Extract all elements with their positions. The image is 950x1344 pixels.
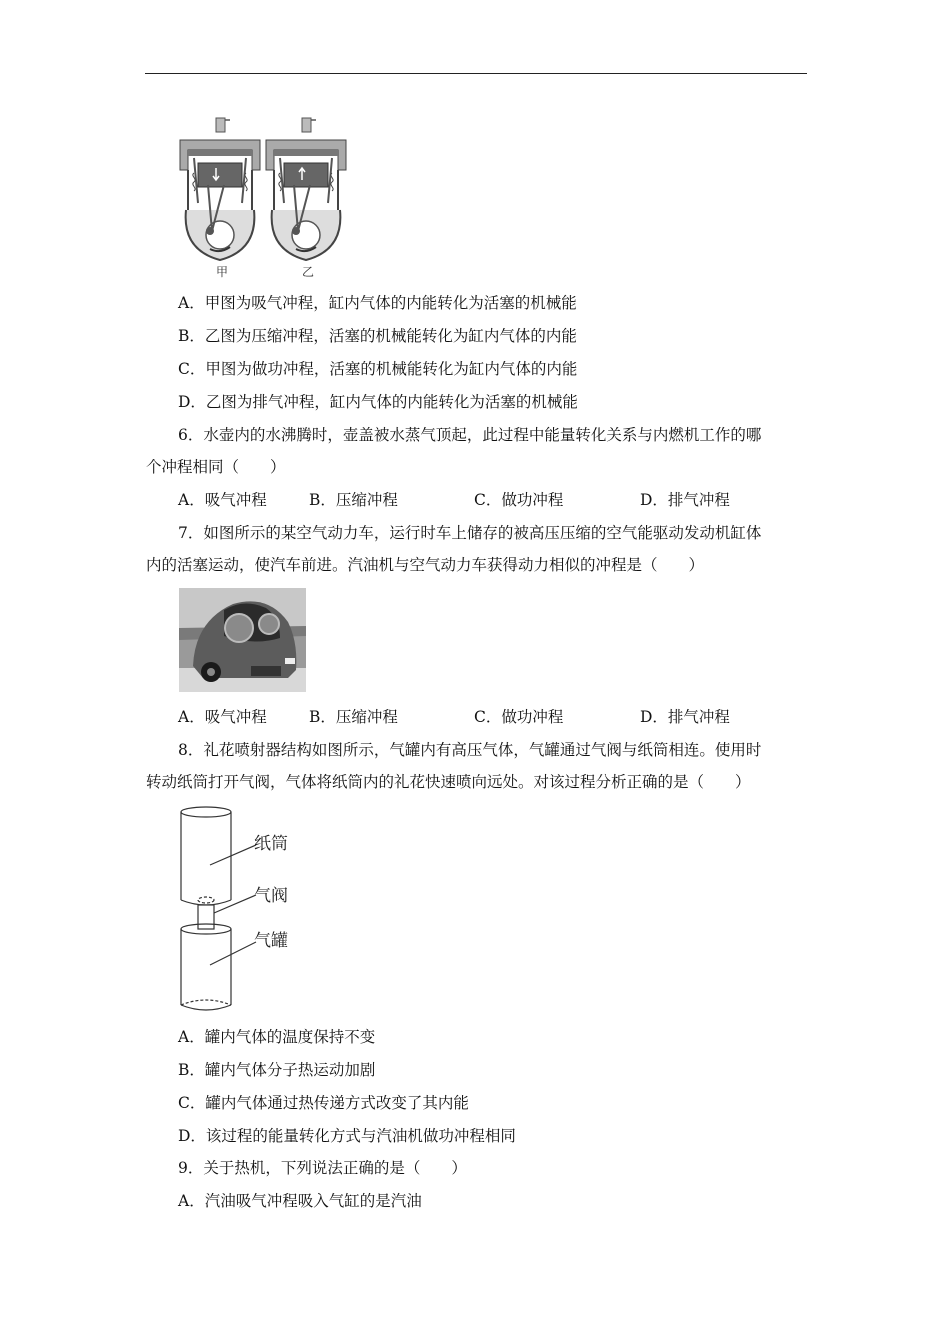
q8-option-b: B．罐内气体分子热运动加剧	[178, 1061, 376, 1079]
q5-option-d: D．乙图为排气冲程，缸内气体的内能转化为活塞的机械能	[178, 393, 578, 411]
confetti-launcher-figure	[178, 805, 308, 1015]
q9-stem-line1: 9．关于热机，下列说法正确的是（ ）	[178, 1159, 467, 1177]
engine-diagram-yi	[266, 118, 346, 279]
valve	[198, 905, 214, 929]
q6-option-b: B．压缩冲程	[309, 491, 398, 509]
q6-option-c: C．做功冲程	[474, 491, 564, 509]
label-valve: 气阀	[254, 886, 288, 906]
q6-option-d: D．排气冲程	[640, 491, 730, 509]
q9-option-a: A．汽油吸气冲程吸入气缸的是汽油	[178, 1192, 422, 1210]
header-rule	[145, 73, 807, 74]
q8-stem-line2: 转动纸筒打开气阀，气体将纸筒内的礼花快速喷向远处。对该过程分析正确的是（ ）	[146, 773, 751, 791]
q5-option-a: A．甲图为吸气冲程，缸内气体的内能转化为活塞的机械能	[178, 294, 577, 312]
q8-option-c: C．罐内气体通过热传递方式改变了其内能	[178, 1094, 469, 1112]
engine-label-jia: 甲	[216, 265, 229, 279]
q6-stem-line2: 个冲程相同（ ）	[146, 458, 286, 476]
q7-option-a: A．吸气冲程	[178, 708, 267, 726]
q8-stem-line1: 8．礼花喷射器结构如图所示，气罐内有高压气体，气罐通过气阀与纸筒相连。使用时	[178, 741, 762, 759]
engine-label-yi: 乙	[302, 265, 315, 279]
q6-stem-line1: 6．水壶内的水沸腾时，壶盖被水蒸气顶起，此过程中能量转化关系与内燃机工作的哪	[178, 426, 762, 444]
q5-option-c: C．甲图为做功冲程，活塞的机械能转化为缸内气体的内能	[178, 360, 578, 378]
paper-tube	[181, 807, 231, 905]
q7-stem-line2: 内的活塞运动，使汽车前进。汽油机与空气动力车获得动力相似的冲程是（ ）	[146, 556, 705, 574]
q6-option-a: A．吸气冲程	[178, 491, 267, 509]
q7-stem-line1: 7．如图所示的某空气动力车，运行时车上储存的被高压压缩的空气能驱动发动机缸体	[178, 524, 762, 542]
q7-option-c: C．做功冲程	[474, 708, 564, 726]
gas-tank	[181, 924, 231, 1010]
q7-option-d: D．排气冲程	[640, 708, 730, 726]
engine-stroke-figure	[178, 113, 348, 283]
q5-option-b: B．乙图为压缩冲程，活塞的机械能转化为缸内气体的内能	[178, 327, 577, 345]
label-paper-tube: 纸筒	[254, 834, 288, 854]
label-gas-tank: 气罐	[254, 931, 288, 951]
q8-option-a: A．罐内气体的温度保持不变	[178, 1028, 376, 1046]
air-car-photo	[179, 588, 306, 692]
q7-option-b: B．压缩冲程	[309, 708, 398, 726]
q8-option-d: D．该过程的能量转化方式与汽油机做功冲程相同	[178, 1127, 516, 1145]
engine-diagram-jia	[180, 118, 260, 279]
